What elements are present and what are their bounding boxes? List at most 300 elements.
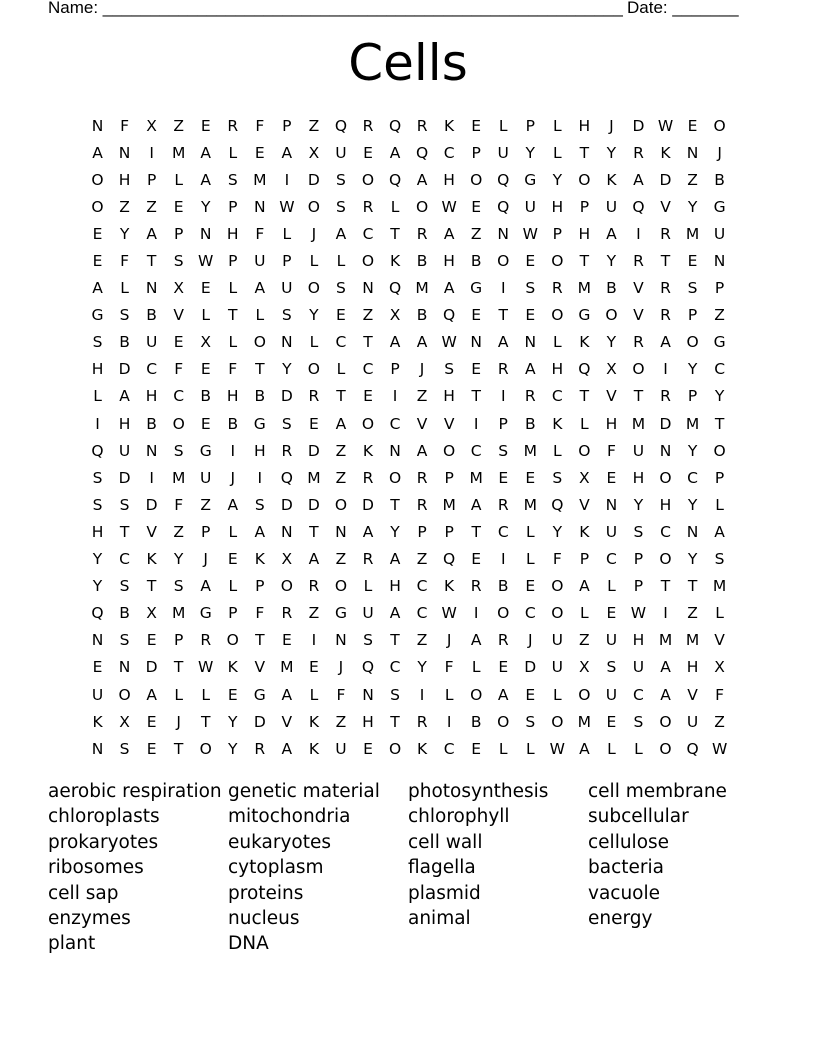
grid-letter: U <box>605 685 618 704</box>
grid-letter: E <box>173 333 184 352</box>
grid-letter: A <box>92 279 103 298</box>
grid-letter: A <box>254 279 266 298</box>
grid-letter: A <box>335 224 347 243</box>
grid-letter: O <box>659 550 672 569</box>
grid-letter: O <box>632 360 645 379</box>
grid-letter: H <box>443 170 455 189</box>
grid-letter: S <box>363 631 373 650</box>
grid-letter: L <box>309 252 319 271</box>
grid-row <box>84 627 744 654</box>
grid-letter: M <box>171 143 186 162</box>
grid-letter: Y <box>173 550 184 569</box>
word-bank-item: genetic material <box>228 781 380 802</box>
grid-letter: K <box>579 333 590 352</box>
grid-letter: S <box>525 712 536 731</box>
grid-letter: J <box>311 224 317 243</box>
grid-letter: O <box>497 252 510 271</box>
grid-letter: T <box>714 414 725 433</box>
grid-letter: S <box>525 279 536 298</box>
grid-letter: J <box>446 631 452 650</box>
grid-letter: U <box>605 631 618 650</box>
grid-letter: U <box>632 441 645 460</box>
grid-letter: T <box>146 252 157 271</box>
grid-letter: W <box>522 224 538 243</box>
grid-letter: R <box>633 252 644 271</box>
word-bank-item: cell membrane <box>588 781 727 802</box>
grid-letter: K <box>146 550 157 569</box>
grid-letter: P <box>552 224 562 243</box>
grid-letter: H <box>551 197 564 216</box>
grid-letter: L <box>93 387 102 406</box>
grid-letter: A <box>524 360 536 379</box>
grid-letter: B <box>254 387 266 406</box>
grid-letter: Y <box>92 550 103 569</box>
grid-letter: O <box>470 685 483 704</box>
grid-letter: F <box>120 116 130 135</box>
grid-letter: F <box>336 685 346 704</box>
grid-letter: A <box>660 658 671 677</box>
grid-letter: A <box>660 685 671 704</box>
grid-letter: P <box>471 143 481 162</box>
grid-letter: F <box>444 658 454 677</box>
grid-letter: I <box>636 224 641 243</box>
grid-row <box>84 166 744 193</box>
grid-letter: V <box>714 631 725 650</box>
word-bank-item: aerobic respiration <box>48 781 222 802</box>
grid-letter: Z <box>200 495 212 514</box>
grid-letter: P <box>173 224 184 243</box>
grid-letter: T <box>579 252 590 271</box>
grid-letter: R <box>660 279 671 298</box>
grid-letter: E <box>200 414 211 433</box>
grid-letter: G <box>253 414 266 433</box>
grid-letter: B <box>416 306 428 325</box>
grid-letter: L <box>120 279 129 298</box>
grid-letter: C <box>443 739 455 758</box>
grid-letter: Z <box>416 387 428 406</box>
grid-letter: Y <box>687 495 698 514</box>
grid-letter: B <box>714 170 725 189</box>
grid-letter: H <box>145 387 158 406</box>
grid-letter: O <box>659 739 672 758</box>
grid-letter: Y <box>200 197 211 216</box>
grid-letter: L <box>607 739 616 758</box>
grid-letter: C <box>362 224 374 243</box>
grid-row <box>84 302 744 329</box>
grid-letter: Y <box>606 252 617 271</box>
grid-letter: L <box>553 333 562 352</box>
grid-letter: D <box>253 712 266 731</box>
grid-letter: O <box>551 604 564 623</box>
grid-letter: Z <box>173 522 184 541</box>
grid-letter: T <box>660 577 671 596</box>
grid-letter: L <box>228 577 238 596</box>
grid-letter: B <box>146 414 157 433</box>
grid-letter: P <box>146 170 157 189</box>
word-bank-item: ribosomes <box>48 857 144 879</box>
grid-letter: Y <box>714 387 725 406</box>
grid-letter: I <box>473 604 479 623</box>
grid-letter: S <box>336 170 346 189</box>
grid-letter: E <box>227 685 238 704</box>
grid-letter: N <box>686 522 699 541</box>
grid-letter: Y <box>633 495 644 514</box>
grid-letter: T <box>228 306 238 325</box>
grid-letter: J <box>203 550 208 569</box>
grid-letter: O <box>470 170 483 189</box>
grid-letter: F <box>174 360 184 379</box>
grid-letter: Y <box>228 712 238 731</box>
grid-letter: O <box>388 739 402 758</box>
grid-letter: H <box>118 170 131 189</box>
grid-letter: E <box>525 306 536 325</box>
grid-letter: L <box>525 550 535 569</box>
grid-letter: M <box>523 441 537 460</box>
grid-letter: O <box>172 414 185 433</box>
grid-letter: O <box>578 170 591 189</box>
grid-letter: M <box>253 170 267 189</box>
grid-letter: X <box>579 658 590 677</box>
grid-letter: O <box>388 468 402 487</box>
grid-letter: A <box>362 522 374 541</box>
grid-letter: S <box>92 468 103 487</box>
grid-letter: C <box>687 468 698 487</box>
grid-letter: Q <box>334 116 348 135</box>
grid-letter: L <box>174 170 183 189</box>
grid-letter: C <box>633 685 644 704</box>
grid-letter: O <box>659 712 672 731</box>
grid-letter: K <box>308 712 319 731</box>
grid-letter: R <box>281 441 293 460</box>
grid-letter: L <box>471 658 481 677</box>
grid-letter: R <box>633 143 644 162</box>
grid-letter: E <box>254 143 265 162</box>
grid-letter: V <box>633 306 644 325</box>
grid-letter: J <box>609 116 614 135</box>
grid-letter: A <box>281 685 293 704</box>
grid-letter: E <box>606 712 617 731</box>
grid-letter: K <box>579 522 590 541</box>
grid-letter: O <box>713 441 726 460</box>
grid-letter: B <box>606 279 617 298</box>
grid-letter: P <box>173 631 184 650</box>
grid-letter: L <box>553 441 562 460</box>
grid-letter: V <box>660 197 671 216</box>
grid-row <box>84 275 744 302</box>
grid-letter: E <box>471 360 482 379</box>
grid-letter: Y <box>228 739 238 758</box>
grid-letter: C <box>389 658 401 677</box>
grid-letter: Z <box>119 197 130 216</box>
grid-letter: V <box>687 685 698 704</box>
grid-letter: F <box>174 495 184 514</box>
grid-letter: C <box>551 387 563 406</box>
grid-letter: N <box>470 333 482 352</box>
grid-letter: Z <box>308 604 320 623</box>
grid-letter: R <box>254 739 266 758</box>
grid-letter: K <box>389 252 401 271</box>
grid-letter: B <box>146 306 157 325</box>
grid-letter: N <box>605 495 618 514</box>
grid-letter: U <box>145 333 158 352</box>
grid-letter: V <box>254 658 266 677</box>
grid-letter: S <box>687 279 698 298</box>
grid-letter: M <box>685 631 700 650</box>
grid-letter: E <box>471 739 482 758</box>
grid-letter: F <box>255 116 265 135</box>
word-bank-item: DNA <box>228 933 269 955</box>
grid-letter: C <box>470 441 482 460</box>
grid-letter: U <box>254 252 266 271</box>
grid-letter: S <box>119 306 130 325</box>
word-bank-item: nucleus <box>228 907 300 929</box>
grid-letter: L <box>228 143 238 162</box>
word-bank-item: enzymes <box>48 907 131 929</box>
grid-letter: O <box>686 333 699 352</box>
grid-letter: O <box>443 441 456 460</box>
grid-letter: Y <box>282 360 292 379</box>
word-bank-item: plant <box>48 933 96 955</box>
grid-letter: H <box>91 522 104 541</box>
grid-letter: O <box>659 468 672 487</box>
grid-letter: Z <box>335 550 347 569</box>
grid-letter: J <box>230 468 236 487</box>
grid-letter: P <box>687 387 698 406</box>
grid-letter: Q <box>361 658 375 677</box>
grid-letter: O <box>497 604 510 623</box>
word-bank-item: subcellular <box>588 806 689 828</box>
grid-letter: T <box>173 658 184 677</box>
grid-letter: L <box>498 739 508 758</box>
grid-letter: L <box>498 116 508 135</box>
grid-letter: V <box>416 414 428 433</box>
grid-letter: W <box>657 116 674 135</box>
grid-letter: U <box>551 631 563 650</box>
grid-letter: Z <box>416 550 428 569</box>
grid-letter: P <box>525 116 535 135</box>
grid-letter: S <box>281 414 292 433</box>
grid-letter: C <box>606 550 617 569</box>
grid-letter: R <box>281 604 293 623</box>
grid-letter: A <box>119 387 130 406</box>
grid-letter: H <box>686 658 699 677</box>
grid-letter: A <box>146 685 157 704</box>
grid-row <box>84 112 744 139</box>
grid-letter: R <box>551 279 563 298</box>
grid-letter: L <box>444 685 454 704</box>
grid-letter: I <box>473 414 479 433</box>
grid-letter: R <box>633 333 644 352</box>
grid-letter: T <box>390 712 400 731</box>
grid-letter: O <box>307 197 320 216</box>
grid-letter: Q <box>551 495 564 514</box>
grid-letter: V <box>606 387 617 406</box>
grid-letter: B <box>119 604 130 623</box>
grid-letter: A <box>497 333 509 352</box>
grid-letter: T <box>119 522 130 541</box>
grid-letter: C <box>335 333 347 352</box>
grid-letter: E <box>173 197 184 216</box>
grid-letter: E <box>92 658 103 677</box>
grid-letter: R <box>660 224 671 243</box>
grid-letter: E <box>363 143 373 162</box>
grid-letter: T <box>146 577 157 596</box>
grid-letter: C <box>524 604 536 623</box>
grid-letter: D <box>145 495 158 514</box>
grid-letter: U <box>91 685 104 704</box>
grid-row <box>84 681 744 708</box>
grid-letter: M <box>577 712 592 731</box>
grid-letter: S <box>552 468 563 487</box>
grid-letter: O <box>551 252 564 271</box>
grid-letter: C <box>119 550 130 569</box>
word-bank-item: vacuole <box>588 882 661 904</box>
grid-letter: V <box>579 495 590 514</box>
grid-letter: V <box>443 414 455 433</box>
grid-letter: O <box>199 739 212 758</box>
grid-letter: D <box>118 468 131 487</box>
grid-letter: S <box>606 658 617 677</box>
grid-letter: X <box>389 306 401 325</box>
grid-letter: M <box>415 279 429 298</box>
grid-letter: A <box>714 522 725 541</box>
grid-letter: N <box>91 116 104 135</box>
grid-letter: C <box>389 414 401 433</box>
grid-letter: U <box>605 197 618 216</box>
grid-letter: U <box>118 441 131 460</box>
grid-letter: S <box>633 522 644 541</box>
grid-letter: M <box>442 495 456 514</box>
grid-letter: R <box>200 631 212 650</box>
grid-letter: O <box>361 252 375 271</box>
word-bank-item: cellulose <box>588 831 670 853</box>
word-bank-item: energy <box>588 907 653 929</box>
grid-letter: B <box>497 577 509 596</box>
grid-letter: A <box>497 685 509 704</box>
grid-letter: E <box>92 224 103 243</box>
grid-letter: H <box>659 495 672 514</box>
grid-letter: H <box>91 360 104 379</box>
grid-letter: W <box>279 197 295 216</box>
grid-letter: N <box>199 224 212 243</box>
grid-letter: P <box>633 550 644 569</box>
grid-letter: D <box>659 414 672 433</box>
grid-letter: E <box>471 197 482 216</box>
grid-letter: L <box>715 495 724 514</box>
grid-letter: A <box>416 441 428 460</box>
grid-letter: K <box>444 577 455 596</box>
grid-row <box>84 383 744 410</box>
grid-letter: G <box>199 604 212 623</box>
grid-letter: J <box>717 143 722 162</box>
grid-letter: M <box>685 224 700 243</box>
grid-letter: G <box>91 306 104 325</box>
grid-letter: P <box>714 468 725 487</box>
grid-letter: V <box>633 279 644 298</box>
grid-letter: U <box>362 604 374 623</box>
grid-letter: G <box>578 306 591 325</box>
grid-letter: U <box>686 712 699 731</box>
grid-letter: Y <box>552 170 563 189</box>
grid-letter: L <box>201 685 211 704</box>
grid-letter: I <box>446 712 452 731</box>
grid-letter: R <box>362 550 374 569</box>
grid-letter: N <box>713 252 726 271</box>
grid-letter: B <box>470 712 482 731</box>
grid-letter: O <box>551 577 564 596</box>
grid-letter: H <box>362 712 374 731</box>
grid-letter: K <box>606 170 617 189</box>
grid-letter: I <box>149 143 154 162</box>
grid-letter: X <box>308 143 320 162</box>
grid-letter: Z <box>308 116 320 135</box>
grid-letter: N <box>335 522 347 541</box>
date-field-label: Date: _______ <box>627 0 739 17</box>
grid-letter: K <box>92 712 103 731</box>
grid-letter: R <box>308 577 320 596</box>
grid-letter: C <box>173 387 185 406</box>
grid-letter: E <box>146 631 157 650</box>
grid-letter: J <box>527 631 533 650</box>
grid-letter: S <box>390 685 400 704</box>
grid-row <box>84 356 744 383</box>
grid-letter: S <box>173 441 184 460</box>
grid-letter: U <box>524 197 536 216</box>
grid-letter: H <box>632 468 645 487</box>
grid-letter: O <box>91 170 104 189</box>
grid-letter: D <box>307 170 320 189</box>
grid-letter: Y <box>606 333 617 352</box>
grid-letter: A <box>470 495 482 514</box>
grid-letter: C <box>497 522 509 541</box>
grid-letter: Z <box>362 306 374 325</box>
grid-letter: L <box>715 604 724 623</box>
grid-row <box>84 437 744 464</box>
grid-letter: P <box>282 252 292 271</box>
grid-row <box>84 518 744 545</box>
grid-letter: E <box>281 631 292 650</box>
grid-letter: Q <box>443 550 456 569</box>
grid-letter: E <box>525 685 536 704</box>
word-bank-item: chlorophyll <box>408 806 510 828</box>
grid-letter: N <box>118 658 131 677</box>
grid-letter: O <box>713 116 726 135</box>
grid-letter: C <box>660 522 671 541</box>
grid-letter: P <box>444 522 454 541</box>
grid-letter: R <box>660 306 671 325</box>
grid-letter: A <box>146 224 157 243</box>
grid-letter: L <box>201 306 211 325</box>
grid-letter: F <box>120 252 130 271</box>
grid-letter: H <box>443 387 455 406</box>
grid-letter: K <box>417 739 428 758</box>
grid-letter: R <box>362 468 374 487</box>
grid-letter: L <box>580 414 589 433</box>
grid-letter: A <box>254 522 266 541</box>
grid-letter: A <box>633 170 644 189</box>
grid-letter: D <box>145 658 158 677</box>
grid-letter: M <box>712 577 727 596</box>
grid-letter: T <box>633 387 644 406</box>
grid-letter: D <box>280 495 293 514</box>
grid-letter: H <box>551 360 564 379</box>
grid-letter: P <box>417 522 427 541</box>
grid-letter: G <box>334 604 347 623</box>
word-search-grid <box>84 112 744 762</box>
grid-letter: I <box>500 550 506 569</box>
grid-letter: Y <box>687 360 698 379</box>
grid-letter: D <box>118 360 131 379</box>
